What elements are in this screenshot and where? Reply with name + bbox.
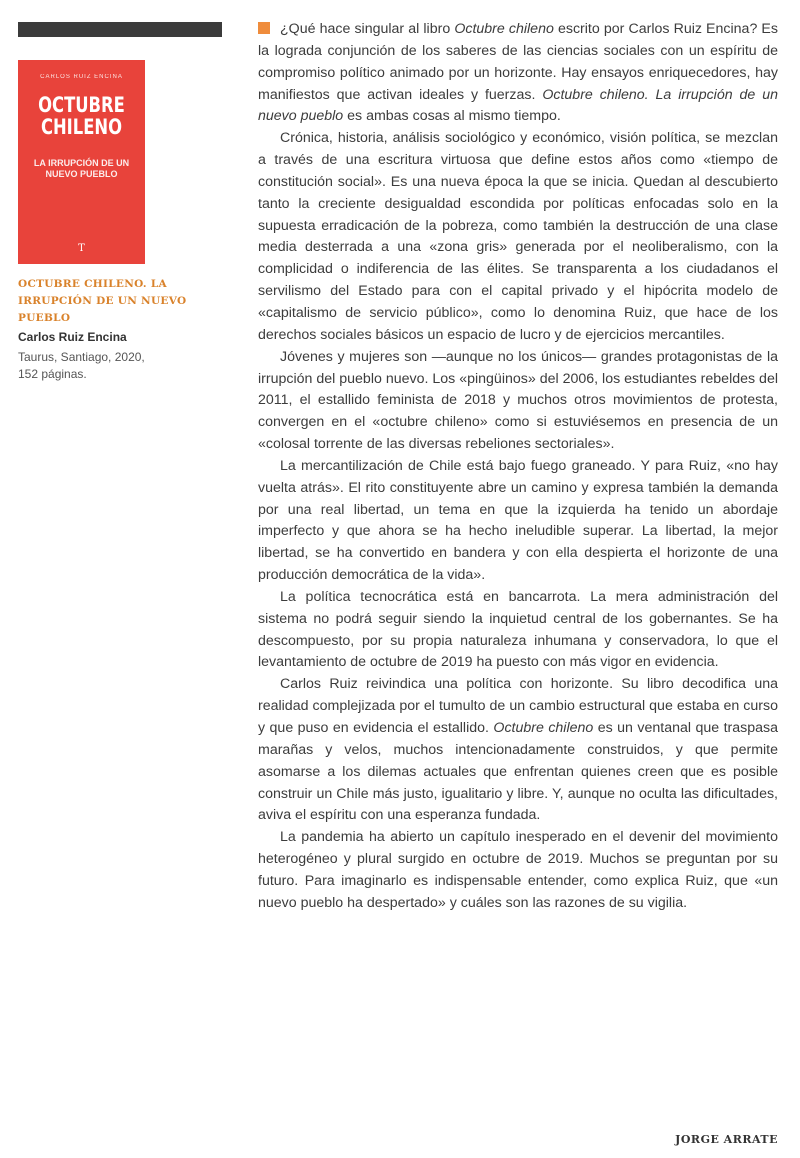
paragraph: La pandemia ha abierto un capítulo inesperado en el devenir del movimiento heterogéneo y plural surgido en octubre de 2019. Muchos se preguntan por su futuro. Para imaginarlo es indispensable entender, como explica Ruiz, que «un nuevo pueblo ha despertado» y cuáles son las razones de su vigilia. — [258, 829, 778, 911]
author-signature: JORGE ARRATE — [675, 1133, 778, 1146]
paragraph: La mercantilización de Chile está bajo fuego graneado. Y para Ruiz, «no hay vuelta atrás». El rito constituyente abre un camino y expresa también la demanda por una real libertad, un tema en que la izquierda ha tenido un abordaje imperfecto y que ahora se ha hecho ineludible superar. La libertad, la mejor libertad, se ha convertido en bandera y con ella despierta el horizonte de una producción democrática de la vida». — [258, 457, 778, 584]
text: es un ventanal que traspasa marañas y velos, muchos intencionadamente construidos, y que permite asomarse a los dilemas actuales que enfrentan quienes creen que es posible construir un Chile más justo, igualitario y libre. Y, aunque no oculta las dificultades, aviva el espíritu con una esperanza fundada. — [258, 720, 778, 824]
cover-subtitle: LA IRRUPCIÓN DE UN NUEVO PUEBLO — [33, 158, 130, 179]
book-publication-info: Taurus, Santiago, 2020, 152 páginas. — [18, 350, 145, 381]
section-bar — [18, 22, 222, 37]
cover-author: CARLOS RUIZ ENCINA — [40, 74, 123, 80]
review-article — [258, 19, 778, 915]
paragraph — [258, 19, 778, 128]
paragraph: La política tecnocrática está en bancarrota. La mera administración del sistema no podrá seguir siendo la inquietud central de los gobernantes. Se ha descompuesto, por su propia naturaleza inhumana y conservadora, lo que el levantamiento de octubre de 2019 ha puesto con más vigor en evidencia. — [258, 588, 778, 671]
cover-title: OCTUBRE CHILENO — [38, 93, 125, 139]
publisher-logo: T — [78, 243, 85, 254]
book-title-italic: Octubre chileno — [454, 21, 554, 37]
paragraph: Jóvenes y mujeres son —aunque no los únicos— grandes protagonistas de la irrupción del pueblo nuevo. Los «pingüinos» del 2006, los estudiantes rebeldes del 2011, el estallido feminista de 2018 y muchos otros movimientos de protesta, convergen en el «octubre chileno» como si estuviésemos en presencia de un «colosal torrente de las diversas rebeliones sectoriales». — [258, 348, 778, 453]
text: escrito por Carlos Ruiz Encina? Es la lograda conjunción de los saberes de las ciencias sociales con un espíritu de compromiso político animado por un horizonte. Hay ensayos enriquecedores, hay manifiestos que activan ideales y fuerzas. — [258, 21, 778, 103]
book-title-italic: Octubre chileno — [493, 720, 594, 736]
book-title: OCTUBRE CHILENO. LA IRRUPCIÓN DE UN NUEVO PUEBLO — [18, 278, 187, 324]
text: es ambas cosas al mismo tiempo. — [343, 108, 561, 125]
book-title-italic: Octubre chileno. La irrupción de un nuevo pueblo — [258, 86, 778, 125]
paragraph: Crónica, historia, análisis sociológico y económico, visión política, se mezclan a través de una escritura virtuosa que define estos años como «tiempo de constitución social». Es una nueva época la que se inicia. Quedan al descubierto tanto la creciente desigualdad escondida por políticas enfocadas solo en la supuesta erradicación de la pobreza, como también la destrucción de una clase media desterrada a una «zona gris» generada por el neoliberalismo, con la complicidad o indiferencia de las élites. Se transparenta a los ciudadanos el servilismo del Estado para con el capital privado y el hipócrita modelo de «capitalismo de servicio público», como lo denomina Ruiz, que hace de los derechos sociales básicos un espacio de lucro y de ejercicios mercantiles. — [258, 130, 778, 343]
book-author: Carlos Ruiz Encina — [18, 330, 127, 344]
paragraph — [258, 674, 778, 827]
start-square-icon — [258, 22, 270, 34]
text: ¿Qué hace singular al libro — [280, 21, 455, 37]
book-cover — [18, 60, 145, 264]
text: Carlos Ruiz reivindica una política con horizonte. Su libro decodifica una realidad complejizada por el tumulto de un cambio estructural que estaba en curso y que puso en evidencia el estallido. — [258, 676, 778, 736]
